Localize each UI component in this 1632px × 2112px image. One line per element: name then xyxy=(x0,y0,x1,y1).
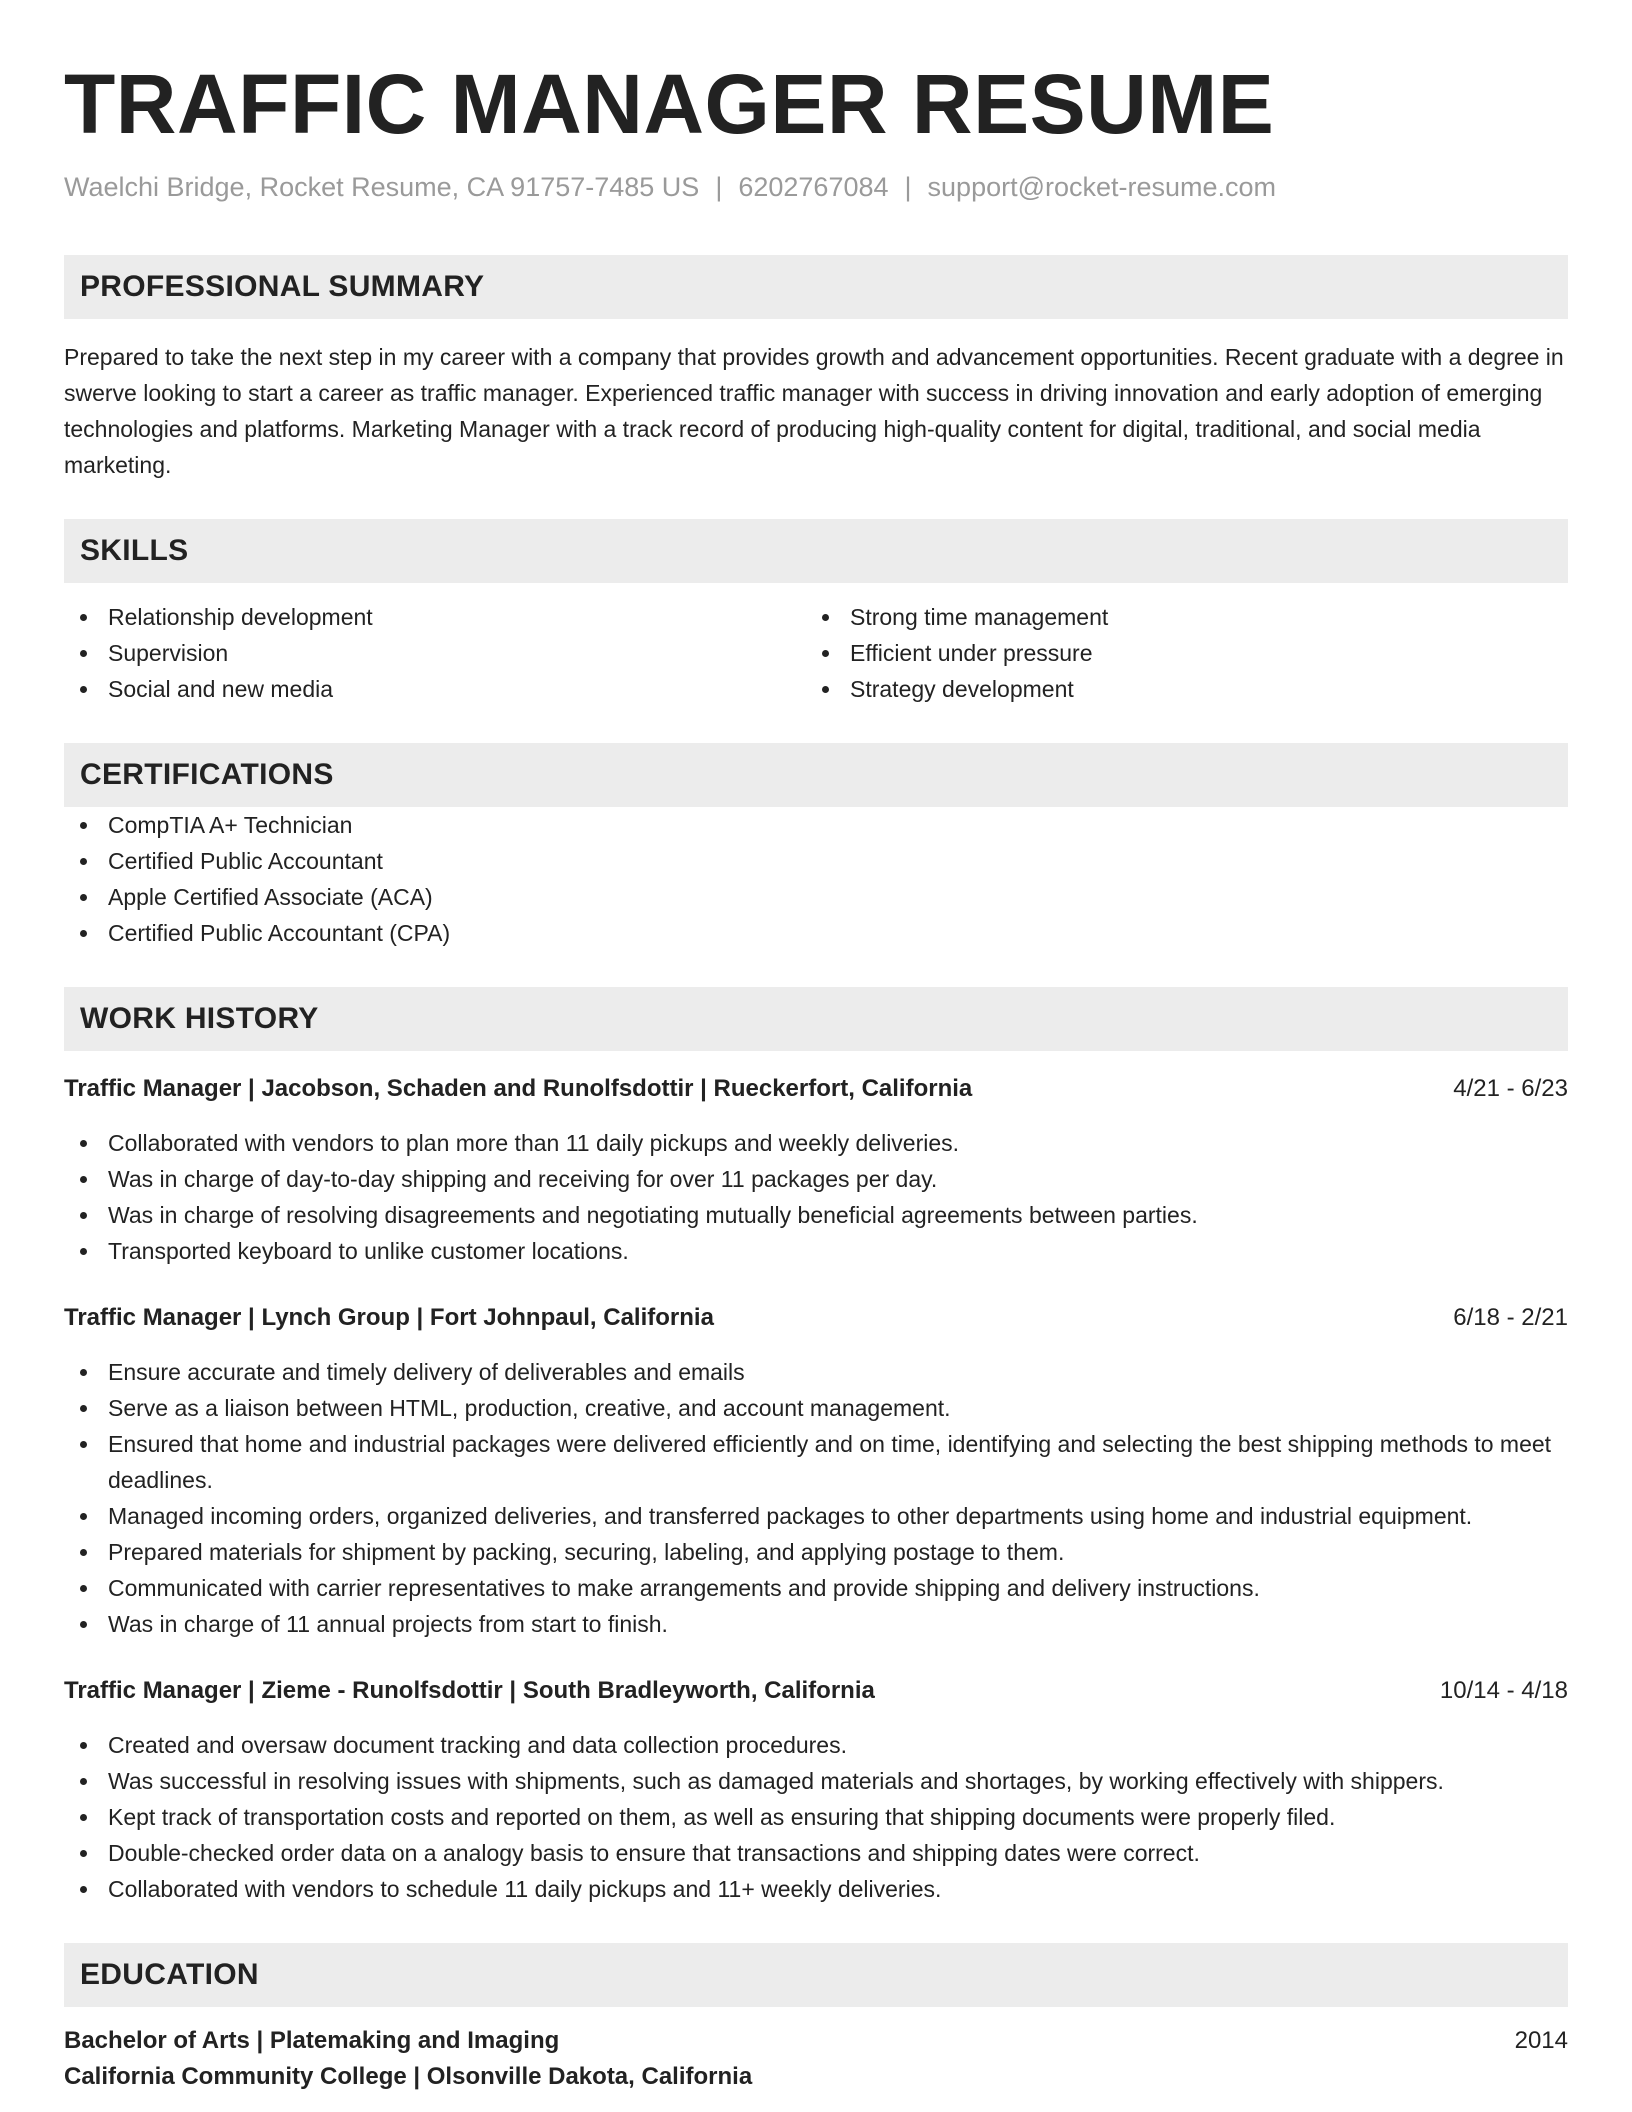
resume-page xyxy=(64,0,1568,2095)
contact-separator: | xyxy=(904,172,912,202)
job-bullet: Managed incoming orders, organized deliveries, and transferred packages to other departments using home and industrial equipment. xyxy=(64,1498,1568,1534)
certifications-list xyxy=(64,807,1568,951)
skills-section xyxy=(64,519,1568,707)
job-bullet: Kept track of transportation costs and reported on them, as well as ensuring that shipping documents were properly filed. xyxy=(64,1799,1568,1835)
certification-item: CompTIA A+ Technician xyxy=(64,807,1568,843)
job-bullet: Double-checked order data on a analogy basis to ensure that transactions and shipping dates were correct. xyxy=(64,1835,1568,1871)
skill-item: Strategy development xyxy=(806,671,1548,707)
job-entry xyxy=(64,1071,1568,1269)
contact-separator: | xyxy=(715,172,723,202)
contact-email[interactable]: support@rocket-resume.com xyxy=(927,172,1277,202)
job-bullet: Created and oversaw document tracking and data collection procedures. xyxy=(64,1727,1568,1763)
work-history-section xyxy=(64,987,1568,1907)
skills-left-column xyxy=(64,599,806,707)
job-header xyxy=(64,1071,1568,1107)
job-bullets xyxy=(64,1125,1568,1269)
job-bullet: Serve as a liaison between HTML, production, creative, and account management. xyxy=(64,1390,1568,1426)
job-bullet: Communicated with carrier representatives to make arrangements and provide shipping and delivery instructions. xyxy=(64,1570,1568,1606)
job-entry xyxy=(64,1673,1568,1907)
job-bullet: Collaborated with vendors to plan more than 11 daily pickups and weekly deliveries. xyxy=(64,1125,1568,1161)
summary-heading: PROFESSIONAL SUMMARY xyxy=(64,255,1568,319)
skills-right-column xyxy=(806,599,1548,707)
education-entry xyxy=(64,2023,1568,2095)
job-header xyxy=(64,1673,1568,1709)
job-dates: 6/18 - 2/21 xyxy=(1453,1304,1568,1331)
summary-section xyxy=(64,255,1568,483)
skills-heading: SKILLS xyxy=(64,519,1568,583)
job-dates: 4/21 - 6/23 xyxy=(1453,1075,1568,1102)
job-entry xyxy=(64,1300,1568,1642)
job-bullet: Transported keyboard to unlike customer locations. xyxy=(64,1233,1568,1269)
education-heading: EDUCATION xyxy=(64,1943,1568,2007)
job-title: Traffic Manager | Zieme - Runolfsdottir | South Bradleyworth, California xyxy=(64,1677,875,1704)
job-bullet: Was in charge of 11 annual projects from start to finish. xyxy=(64,1606,1568,1642)
education-header xyxy=(64,2023,1568,2059)
job-bullet: Was successful in resolving issues with shipments, such as damaged materials and shortages, by working effectively with shippers. xyxy=(64,1763,1568,1799)
skill-item: Strong time management xyxy=(806,599,1548,635)
skill-item: Social and new media xyxy=(64,671,806,707)
skills-grid xyxy=(64,599,1568,707)
certification-item: Certified Public Accountant xyxy=(64,843,1568,879)
resume-title: TRAFFIC MANAGER RESUME xyxy=(64,57,1275,151)
job-bullet: Prepared materials for shipment by packing, securing, labeling, and applying postage to them. xyxy=(64,1534,1568,1570)
job-bullet: Collaborated with vendors to schedule 11 daily pickups and 11+ weekly deliveries. xyxy=(64,1871,1568,1907)
work-history-heading: WORK HISTORY xyxy=(64,987,1568,1051)
certification-item: Apple Certified Associate (ACA) xyxy=(64,879,1568,915)
job-title: Traffic Manager | Jacobson, Schaden and Runolfsdottir | Rueckerfort, California xyxy=(64,1075,973,1102)
skill-item: Relationship development xyxy=(64,599,806,635)
certifications-section xyxy=(64,743,1568,951)
job-bullets xyxy=(64,1354,1568,1642)
job-header xyxy=(64,1300,1568,1336)
job-dates: 10/14 - 4/18 xyxy=(1439,1677,1568,1704)
certification-item: Certified Public Accountant (CPA) xyxy=(64,915,1568,951)
certifications-heading: CERTIFICATIONS xyxy=(64,743,1568,807)
education-degree: Bachelor of Arts | Platemaking and Imaging xyxy=(64,2027,560,2054)
contact-line xyxy=(64,170,1568,204)
skill-item: Efficient under pressure xyxy=(806,635,1548,671)
contact-phone[interactable]: 6202767084 xyxy=(738,172,889,202)
education-year: 2014 xyxy=(1514,2027,1568,2054)
summary-text: Prepared to take the next step in my career with a company that provides growth and advancement opportunities. Recent graduate with a degree in swerve looking to start a career as traffic manager. Experienced traffic manager with success in driving innovation and early adoption of emerging technologies and platforms. Marketing Manager with a track record of producing high-quality content for digital, traditional, and social media marketing. xyxy=(64,344,1564,478)
job-bullet: Was in charge of resolving disagreements and negotiating mutually beneficial agreements between parties. xyxy=(64,1197,1568,1233)
education-section xyxy=(64,1943,1568,2095)
job-bullet: Ensured that home and industrial packages were delivered efficiently and on time, identifying and selecting the best shipping methods to meet deadlines. xyxy=(64,1426,1568,1498)
skill-item: Supervision xyxy=(64,635,806,671)
job-bullet: Was in charge of day-to-day shipping and receiving for over 11 packages per day. xyxy=(64,1161,1568,1197)
job-bullet: Ensure accurate and timely delivery of deliverables and emails xyxy=(64,1354,1568,1390)
job-title: Traffic Manager | Lynch Group | Fort Johnpaul, California xyxy=(64,1304,714,1331)
contact-address: Waelchi Bridge, Rocket Resume, CA 91757-7485 US xyxy=(64,172,700,202)
education-school: California Community College | Olsonville Dakota, California xyxy=(64,2063,753,2090)
job-bullets xyxy=(64,1727,1568,1907)
